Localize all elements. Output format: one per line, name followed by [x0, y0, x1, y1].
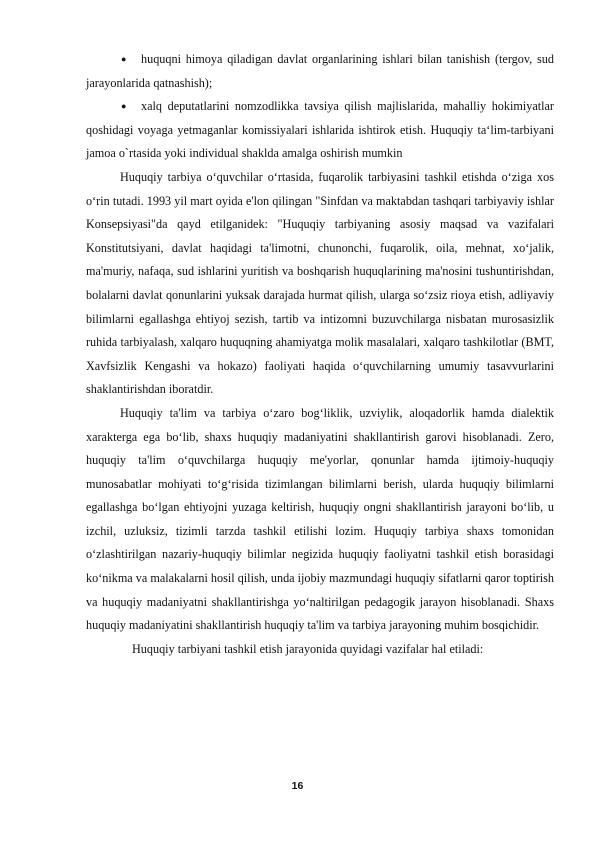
bullet-icon: ●	[121, 54, 127, 64]
body-paragraph: Huquqiy ta'lim va tarbiya o‘zaro bog‘liklik, uzviylik, aloqadorlik hamda dialektik xarakterga ega bo‘lib, shaxs huquqiy madaniyatini shakllantirish garovi hisoblanadi. Zero, huquqiy ta'lim o‘quvchilarga huquqiy me'yorlar, qonunlar hamda ijtimoiy-huquqiy munosabatlar mohiyati to‘g‘risida tizimlangan bilimlarni berish, ularda huquqiy bilimlarni egallashga bo‘lgan ehtiyojni yuzaga keltirish, huquqiy ongni shakllantirish jarayoni bo‘lib, u izchil, uzluksiz, tizimli tarzda tashkil etilishi lozim. Huquqiy tarbiya shaxs tomonidan o‘zlashtirilgan nazariy-huquqiy bilimlar negizida huquqiy faoliyatni tashkil etish borasidagi ko‘nikma va malakalarni hosil qilish, unda ijobiy mazmundagi huquqiy sifatlarni qaror toptirish va huquqiy madaniyatni shakllantirishga yo‘naltirilgan pedagogik jarayon hisoblanadi. Shaxs huquqiy madaniyatini shakllantirish huquqiy ta'lim va tarbiya jarayoning muhim bosqichidir.	[86, 405, 554, 633]
page-number: 16	[291, 780, 304, 792]
document-page	[86, 48, 554, 661]
closing-line: Huquqiy tarbiyani tashkil etish jarayonida quyidagi vazifalar hal etiladi:	[132, 641, 484, 656]
bullet-item	[86, 95, 554, 166]
bullet-item	[86, 48, 554, 95]
bullet-text: huquqni himoya qiladigan davlat organlarining ishlari bilan tanishish (tergov, sud jarayonlarida qatnashish);	[86, 52, 554, 90]
bullet-icon: ●	[121, 101, 127, 112]
bullet-text: xalq deputatlarini nomzodlikka tavsiya qilish majlislarida, mahalliy hokimiyatlar qoshidagi voyaga yetmaganlar komissiyalari ishlarida ishtirok etish. Huquqiy ta‘lim-tarbiyani jamoa o`rtasida yoki individual shaklda amalga oshirish mumkin	[86, 99, 554, 161]
body-paragraph: Huquqiy tarbiya o‘quvchilar o‘rtasida, fuqarolik tarbiyasini tashkil etishda o‘ziga xos o‘rin tutadi. 1993 yil mart oyida e'lon qilingan "Sinfdan va maktabdan tashqari tarbiyaviy ishlar Konsepsiyasi"da qayd etilganidek: "Huquqiy tarbiyaning asosiy maqsad va vazifalari Konstitutsiyani, davlat haqidagi ta'limotni, chunonchi, fuqarolik, oila, mehnat, xo‘jalik, ma'muriy, nafaqa, sud ishlarini yuritish va boshqarish huquqlarining ma'nosini tushuntirishdan, bolalarni davlat qonunlarini yuksak darajada hurmat qilish, ularga so‘zsiz rioya etish, adliyaviy bilimlarni egallashga ehtiyoj sezish, tartib va intizomni buzuvchilarga nisbatan murosasizlik ruhida tarbiyalash, xalqaro huquqning ahamiyatga molik masalalari, xalqaro tashkilotlar (BMT, Xavfsizlik Kengashi va hokazo) faoliyati haqida o‘quvchilarning umumiy tasavvurlarini shaklantirishdan iboratdir.	[86, 169, 554, 397]
